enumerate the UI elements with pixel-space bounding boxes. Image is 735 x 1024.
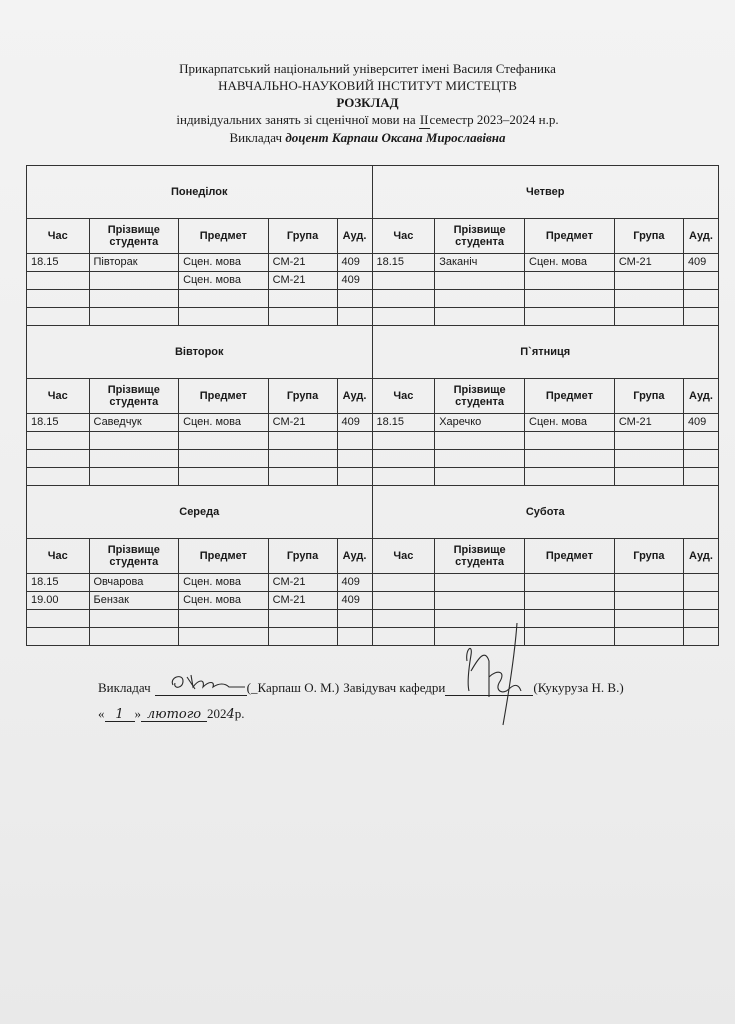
cell-room bbox=[337, 468, 371, 486]
cell-time: 19.00 bbox=[27, 592, 89, 610]
cell-time: 18.15 bbox=[27, 414, 89, 432]
cell-room bbox=[683, 432, 718, 450]
schedule-table-tuesday bbox=[27, 379, 372, 485]
cell-subject bbox=[525, 290, 615, 308]
document-header bbox=[0, 60, 735, 146]
subtitle-year: семестр 2023–2024 н.р. bbox=[429, 112, 559, 127]
cell-group: СМ-21 bbox=[614, 414, 683, 432]
cell-surname bbox=[89, 432, 179, 450]
schedule-row-1 bbox=[26, 165, 719, 326]
cell-subject bbox=[525, 308, 615, 326]
cell-time: 18.15 bbox=[373, 414, 435, 432]
day-title-monday: Понеділок bbox=[27, 166, 372, 219]
day-title-saturday: Субота bbox=[373, 486, 719, 539]
cell-group bbox=[268, 628, 337, 646]
day-title-friday: П`ятниця bbox=[373, 326, 719, 379]
cell-room: 409 bbox=[337, 254, 371, 272]
cell-room: 409 bbox=[337, 272, 371, 290]
cell-surname: Овчарова bbox=[89, 574, 179, 592]
column-header-surname: Прізвище студента bbox=[89, 379, 179, 414]
cell-subject bbox=[179, 610, 269, 628]
column-header-group: Група bbox=[268, 219, 337, 254]
cell-subject: Сцен. мова bbox=[179, 272, 269, 290]
cell-subject: Сцен. мова bbox=[525, 414, 615, 432]
cell-subject bbox=[525, 574, 615, 592]
column-header-surname: Прізвище студента bbox=[435, 379, 525, 414]
column-header-time: Час bbox=[27, 539, 89, 574]
cell-time bbox=[27, 468, 89, 486]
cell-surname bbox=[89, 290, 179, 308]
column-header-subject: Предмет bbox=[179, 379, 269, 414]
cell-time bbox=[27, 432, 89, 450]
table-row bbox=[373, 414, 719, 432]
column-header-surname: Прізвище студента bbox=[89, 219, 179, 254]
table-row bbox=[27, 468, 372, 486]
column-header-group: Група bbox=[268, 539, 337, 574]
cell-surname bbox=[435, 468, 525, 486]
cell-group bbox=[268, 450, 337, 468]
head-short-name: (Кукуруза Н. В.) bbox=[533, 680, 624, 695]
table-row bbox=[373, 254, 719, 272]
cell-room bbox=[683, 308, 718, 326]
cell-surname bbox=[89, 450, 179, 468]
column-header-room: Ауд. bbox=[337, 219, 371, 254]
cell-room bbox=[683, 290, 718, 308]
schedule-table-friday bbox=[373, 379, 719, 485]
column-header-group: Група bbox=[268, 379, 337, 414]
column-header-subject: Предмет bbox=[525, 379, 615, 414]
head-signature-blank bbox=[445, 681, 533, 696]
column-header-surname: Прізвище студента bbox=[89, 539, 179, 574]
day-block-monday bbox=[26, 165, 373, 326]
schedule-table-monday bbox=[27, 219, 372, 325]
document-title: РОЗКЛАД bbox=[336, 95, 399, 110]
table-row bbox=[373, 574, 719, 592]
column-header-room: Ауд. bbox=[683, 539, 718, 574]
table-header-row bbox=[373, 379, 719, 414]
cell-room: 409 bbox=[337, 574, 371, 592]
column-header-room: Ауд. bbox=[683, 379, 718, 414]
cell-subject bbox=[525, 628, 615, 646]
schedule-row-3 bbox=[26, 486, 719, 646]
schedule-row-2 bbox=[26, 326, 719, 486]
day-block-wednesday bbox=[26, 486, 373, 646]
teacher-signature-label: Викладач bbox=[98, 680, 151, 695]
column-header-room: Ауд. bbox=[683, 219, 718, 254]
table-row bbox=[27, 272, 372, 290]
column-header-group: Група bbox=[614, 379, 683, 414]
cell-subject bbox=[179, 432, 269, 450]
date-quote-open: « bbox=[98, 706, 105, 721]
cell-time bbox=[27, 308, 89, 326]
cell-subject bbox=[525, 592, 615, 610]
teacher-line bbox=[0, 129, 735, 146]
table-row bbox=[373, 290, 719, 308]
cell-group: СМ-21 bbox=[268, 574, 337, 592]
signature-line bbox=[98, 680, 718, 696]
table-row bbox=[27, 592, 372, 610]
table-row bbox=[27, 254, 372, 272]
cell-subject: Сцен. мова bbox=[179, 592, 269, 610]
cell-subject bbox=[525, 450, 615, 468]
table-row bbox=[373, 450, 719, 468]
cell-subject bbox=[525, 468, 615, 486]
table-row bbox=[373, 592, 719, 610]
table-header-row bbox=[373, 539, 719, 574]
date-year: 202 bbox=[207, 706, 227, 721]
cell-room: 409 bbox=[337, 592, 371, 610]
cell-room bbox=[683, 610, 718, 628]
cell-surname bbox=[435, 432, 525, 450]
cell-surname bbox=[89, 468, 179, 486]
cell-surname bbox=[435, 574, 525, 592]
cell-surname: Заканіч bbox=[435, 254, 525, 272]
cell-group bbox=[614, 592, 683, 610]
cell-room bbox=[337, 610, 371, 628]
cell-group bbox=[614, 628, 683, 646]
table-row bbox=[373, 308, 719, 326]
column-header-surname: Прізвище студента bbox=[435, 219, 525, 254]
cell-room bbox=[683, 468, 718, 486]
cell-group bbox=[614, 432, 683, 450]
cell-room bbox=[683, 628, 718, 646]
date-quote-close: » bbox=[134, 706, 141, 721]
cell-time bbox=[27, 450, 89, 468]
cell-room bbox=[337, 628, 371, 646]
table-header-row bbox=[27, 379, 372, 414]
cell-time bbox=[27, 610, 89, 628]
column-header-time: Час bbox=[27, 379, 89, 414]
teacher-signature-blank bbox=[155, 681, 247, 696]
schedule-grid bbox=[26, 165, 719, 646]
cell-room: 409 bbox=[337, 414, 371, 432]
column-header-surname: Прізвище студента bbox=[435, 539, 525, 574]
cell-time bbox=[27, 272, 89, 290]
table-row bbox=[27, 610, 372, 628]
table-row bbox=[373, 272, 719, 290]
cell-time bbox=[27, 290, 89, 308]
table-row bbox=[27, 414, 372, 432]
date-line bbox=[98, 706, 718, 722]
column-header-subject: Предмет bbox=[525, 539, 615, 574]
cell-group bbox=[268, 308, 337, 326]
day-title-thursday: Четвер bbox=[373, 166, 719, 219]
cell-time: 18.15 bbox=[27, 574, 89, 592]
table-row bbox=[27, 628, 372, 646]
cell-surname bbox=[435, 592, 525, 610]
teacher-label: Викладач bbox=[229, 130, 286, 145]
signature-footer bbox=[98, 680, 718, 722]
cell-subject bbox=[525, 610, 615, 628]
column-header-time: Час bbox=[373, 539, 435, 574]
column-header-subject: Предмет bbox=[179, 219, 269, 254]
cell-time bbox=[373, 610, 435, 628]
cell-group bbox=[268, 432, 337, 450]
cell-time: 18.15 bbox=[373, 254, 435, 272]
day-block-saturday bbox=[373, 486, 720, 646]
cell-subject: Сцен. мова bbox=[525, 254, 615, 272]
date-suffix: р. bbox=[234, 706, 245, 721]
teacher-name: доцент Карпаш Оксана Мирославівна bbox=[285, 130, 506, 145]
table-row bbox=[27, 290, 372, 308]
cell-time bbox=[373, 574, 435, 592]
day-title-wednesday: Середа bbox=[27, 486, 372, 539]
cell-room bbox=[337, 290, 371, 308]
cell-subject bbox=[525, 272, 615, 290]
schedule-table-saturday bbox=[373, 539, 719, 645]
cell-surname: Харечко bbox=[435, 414, 525, 432]
table-row bbox=[373, 432, 719, 450]
cell-subject bbox=[179, 308, 269, 326]
day-block-tuesday bbox=[26, 326, 373, 486]
schedule-table-thursday bbox=[373, 219, 719, 325]
column-header-room: Ауд. bbox=[337, 539, 371, 574]
cell-surname bbox=[435, 450, 525, 468]
cell-room bbox=[337, 308, 371, 326]
cell-room: 409 bbox=[683, 414, 718, 432]
cell-group: СМ-21 bbox=[614, 254, 683, 272]
cell-surname bbox=[89, 272, 179, 290]
cell-room bbox=[683, 272, 718, 290]
cell-surname bbox=[89, 628, 179, 646]
column-header-group: Група bbox=[614, 539, 683, 574]
cell-group bbox=[614, 450, 683, 468]
date-day: 1 bbox=[105, 707, 135, 722]
cell-surname: Бензак bbox=[89, 592, 179, 610]
cell-subject bbox=[179, 628, 269, 646]
column-header-time: Час bbox=[373, 379, 435, 414]
cell-room: 409 bbox=[683, 254, 718, 272]
semester-number: ІІ bbox=[419, 112, 429, 127]
cell-surname bbox=[89, 308, 179, 326]
institute-name: НАВЧАЛЬНО-НАУКОВИЙ ІНСТИТУТ МИСТЕЦТВ bbox=[218, 78, 517, 93]
cell-time bbox=[373, 308, 435, 326]
day-block-friday bbox=[373, 326, 720, 486]
teacher-signature-mark bbox=[169, 671, 249, 697]
cell-time bbox=[373, 272, 435, 290]
cell-time bbox=[373, 432, 435, 450]
column-header-room: Ауд. bbox=[337, 379, 371, 414]
table-row bbox=[27, 308, 372, 326]
cell-room bbox=[683, 450, 718, 468]
cell-time bbox=[373, 592, 435, 610]
cell-group bbox=[268, 468, 337, 486]
cell-group: СМ-21 bbox=[268, 272, 337, 290]
day-title-tuesday: Вівторок bbox=[27, 326, 372, 379]
cell-group: СМ-21 bbox=[268, 414, 337, 432]
table-header-row bbox=[373, 219, 719, 254]
column-header-subject: Предмет bbox=[179, 539, 269, 574]
table-row bbox=[27, 432, 372, 450]
subtitle-text: індивідуальних занять зі сценічної мови на bbox=[176, 112, 419, 127]
table-header-row bbox=[27, 219, 372, 254]
cell-subject: Сцен. мова bbox=[179, 574, 269, 592]
cell-group bbox=[614, 468, 683, 486]
table-row bbox=[27, 574, 372, 592]
cell-time bbox=[373, 450, 435, 468]
cell-surname: Саведчук bbox=[89, 414, 179, 432]
cell-group bbox=[268, 610, 337, 628]
cell-time: 18.15 bbox=[27, 254, 89, 272]
cell-subject: Сцен. мова bbox=[179, 254, 269, 272]
column-header-time: Час bbox=[27, 219, 89, 254]
cell-group: СМ-21 bbox=[268, 254, 337, 272]
cell-time bbox=[373, 468, 435, 486]
head-label: Завідувач кафедри bbox=[343, 680, 446, 695]
teacher-short-name: (_Карпаш О. М.) bbox=[246, 680, 340, 695]
cell-time bbox=[373, 628, 435, 646]
cell-subject bbox=[179, 450, 269, 468]
table-row bbox=[373, 468, 719, 486]
column-header-subject: Предмет bbox=[525, 219, 615, 254]
cell-group bbox=[614, 610, 683, 628]
cell-surname bbox=[435, 290, 525, 308]
cell-surname bbox=[435, 272, 525, 290]
cell-surname: Півторак bbox=[89, 254, 179, 272]
cell-group bbox=[614, 290, 683, 308]
column-header-time: Час bbox=[373, 219, 435, 254]
cell-subject bbox=[525, 432, 615, 450]
cell-subject: Сцен. мова bbox=[179, 414, 269, 432]
cell-room bbox=[337, 432, 371, 450]
cell-room bbox=[337, 450, 371, 468]
date-month: лютого bbox=[141, 707, 207, 722]
cell-surname bbox=[435, 308, 525, 326]
document-subtitle bbox=[0, 111, 735, 129]
table-header-row bbox=[27, 539, 372, 574]
table-row bbox=[27, 450, 372, 468]
cell-room bbox=[683, 592, 718, 610]
cell-group bbox=[268, 290, 337, 308]
date-year-digit: 4 bbox=[226, 707, 235, 722]
schedule-table-wednesday bbox=[27, 539, 372, 645]
table-row bbox=[373, 628, 719, 646]
cell-room bbox=[683, 574, 718, 592]
cell-subject bbox=[179, 468, 269, 486]
cell-group: СМ-21 bbox=[268, 592, 337, 610]
cell-group bbox=[614, 574, 683, 592]
table-row bbox=[373, 610, 719, 628]
column-header-group: Група bbox=[614, 219, 683, 254]
day-block-thursday bbox=[373, 165, 720, 326]
cell-time bbox=[373, 290, 435, 308]
cell-group bbox=[614, 272, 683, 290]
cell-group bbox=[614, 308, 683, 326]
cell-time bbox=[27, 628, 89, 646]
university-name: Прикарпатський національний університет імені Василя Стефаника bbox=[179, 61, 556, 76]
cell-subject bbox=[179, 290, 269, 308]
head-signature-mark bbox=[459, 621, 529, 731]
cell-surname bbox=[89, 610, 179, 628]
